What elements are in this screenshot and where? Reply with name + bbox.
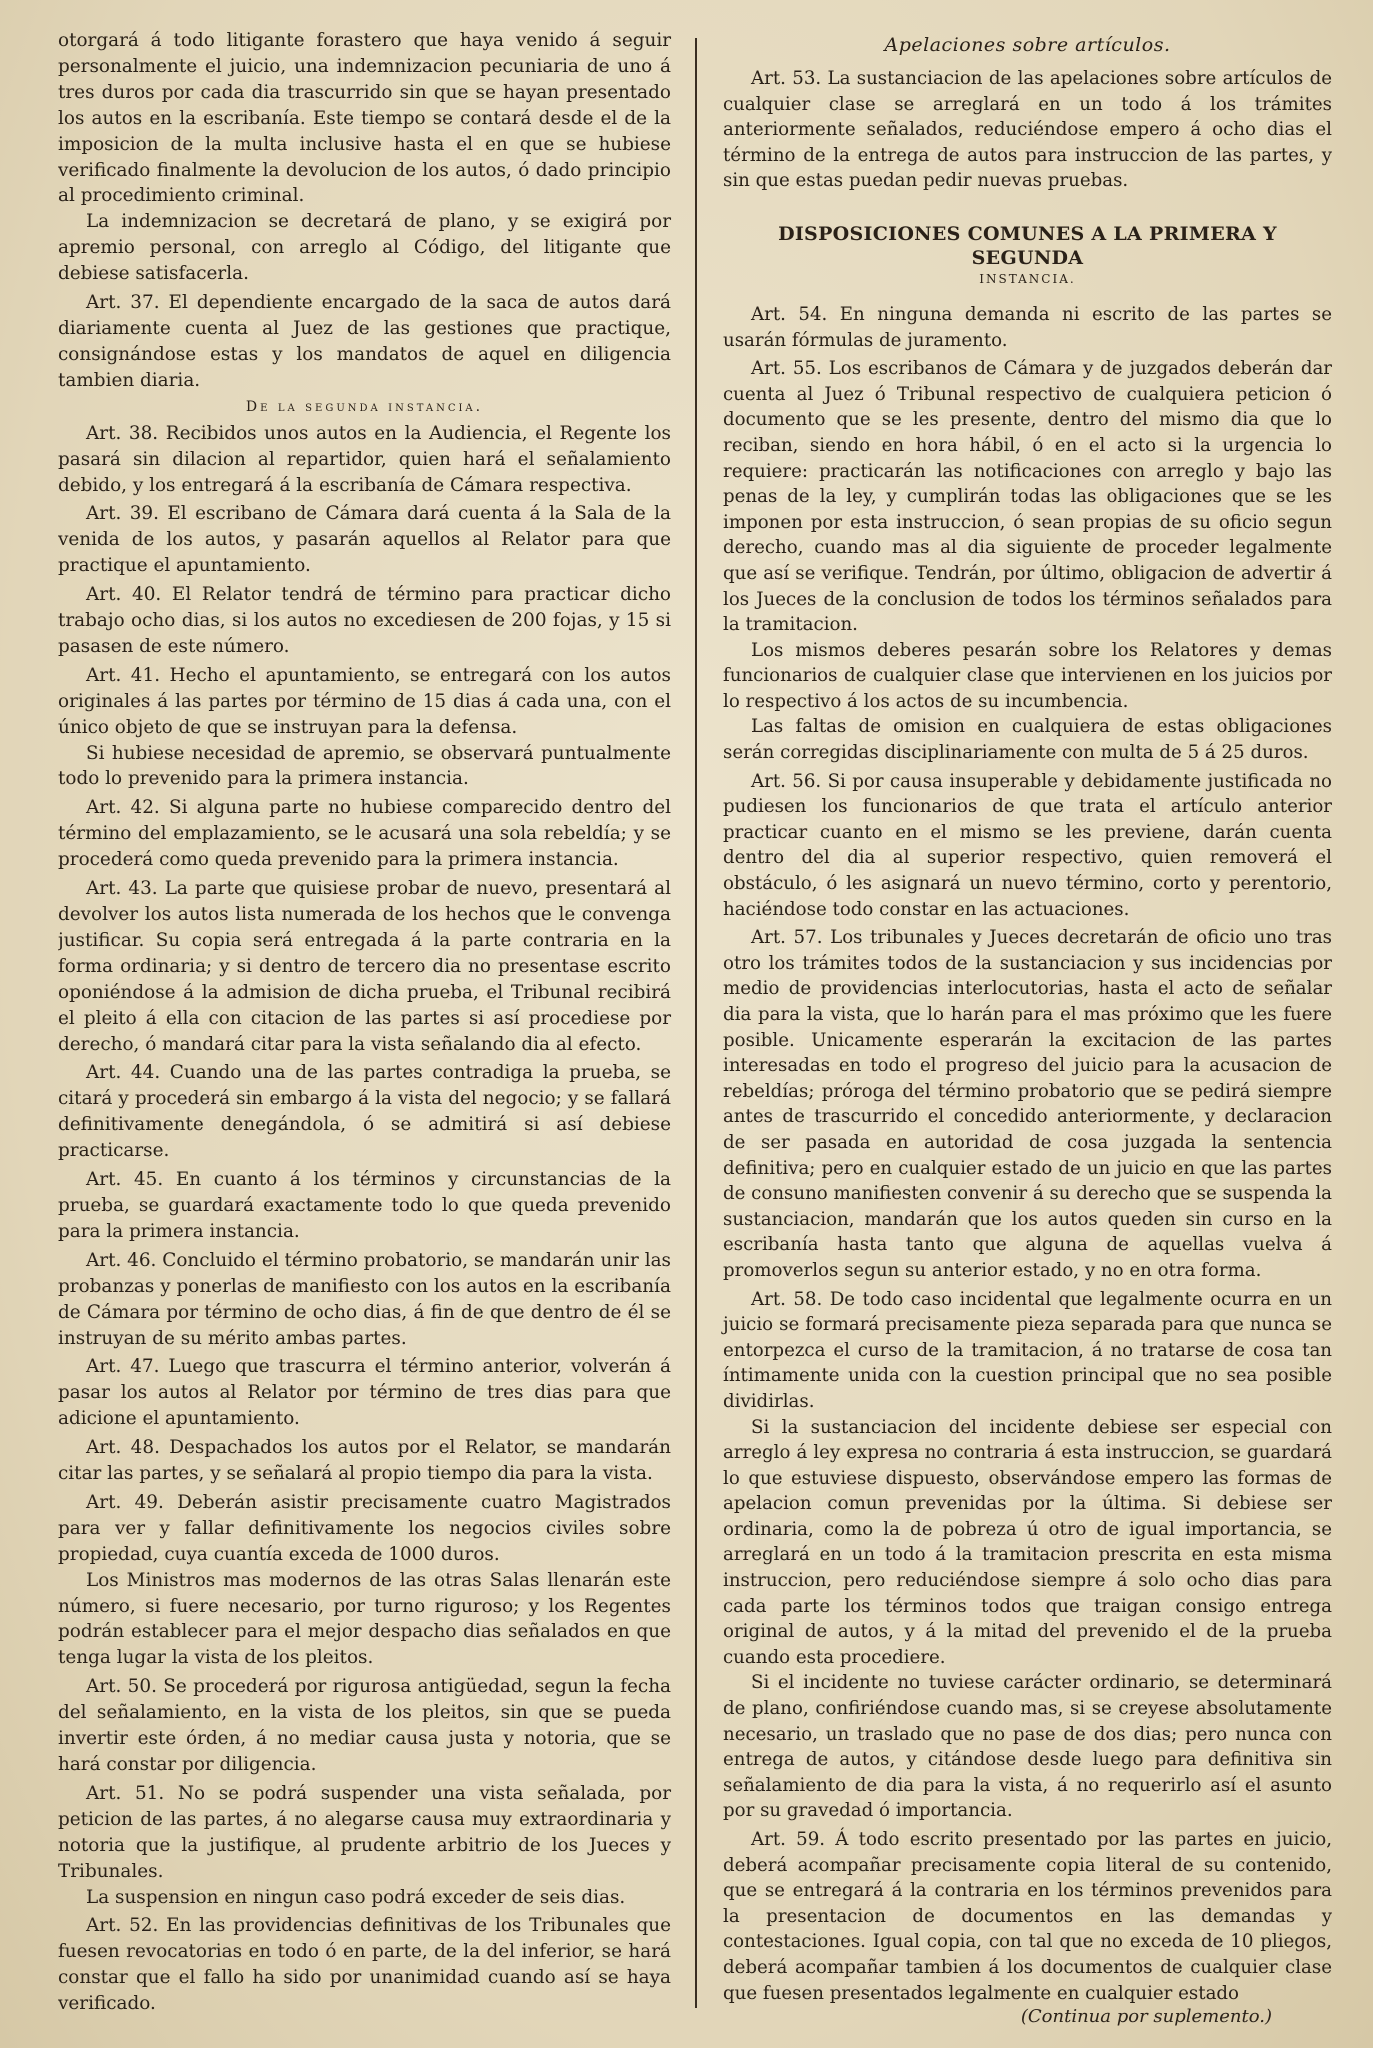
columns [58, 28, 1337, 2028]
article-52: Art. 52. En las providencias definitivas de los Tribunales que fuesen revocatorias en todo ó en parte, de la del inferior, se hará constar que el fallo ha sido por unanimidad cuando así se haya verificado. [58, 1915, 671, 2015]
right-column [707, 28, 1332, 2028]
article-37: Art. 37. El dependiente encargado de la saca de autos dará diariamente cuenta al Juez de las gestiones que practique, consignándose estas y los mandatos de aquel en diligencia tambien diaria. [58, 292, 671, 391]
left-paragraph-1: otorgará á todo litigante forastero que haya venido á seguir personalmente el juicio, una indemnizacion pecuniaria de uno á tres duros por cada dia trascurrido sin que se hayan presentado los autos en la escribanía. Este tiempo se contará desde el de la imposicion de la multa inclusive hasta el en que se hubiese verificado finalmente la devolucion de los autos, ó dado principio al procedimiento criminal. [58, 30, 671, 207]
article-46: Art. 46. Concluido el término probatorio, se mandarán unir las probanzas y ponerlas de manifiesto con los autos en la escribanía de Cámara por término de ocho dias, á fin de que dentro de él se instruyan de su mérito ambas partes. [58, 1249, 671, 1349]
article-56: Art. 56. Si por causa insuperable y debidamente justificada no pudiesen los funcionarios de que trata el artículo anterior practicar cuanto en el mismo se les previene, darán cuenta dentro del dia al superior respectivo, quien removerá el obstáculo, ó les asignará un nuevo término, corto y perentorio, haciéndose todo constar en las actuaciones. [723, 770, 1332, 920]
article-53: Art. 53. La sustanciacion de las apelaciones sobre artículos de cualquier clase se arreglará en un todo á los trámites anteriormente señalados, reduciéndose empero á ocho dias el término de la entrega de autos para instruccion de las partes, y sin que estas puedan pedir nuevas pruebas. [723, 68, 1332, 192]
article-50: Art. 50. Se procederá por rigurosa antigüedad, segun la fecha del señalamiento, en la vista de los pleitos, sin que se pueda invertir este órden, á no mediar causa justa y notoria, que se hará constar por diligencia. [58, 1676, 671, 1775]
article-49: Art. 49. Deberán asistir precisamente cuatro Magistrados para ver y fallar definitivamente los negocios civiles sobre propiedad, cuya cuantía exceda de 1000 duros. [58, 1491, 671, 1565]
article-51: Art. 51. No se podrá suspender una vista señalada, por peticion de las partes, á no alegarse causa muy extraordinaria y notoria que la justifique, al prudente arbitrio de los Jueces y Tribunales. [58, 1782, 671, 1882]
article-43: Art. 43. La parte que quisiese probar de nuevo, presentará al devolver los autos lista numerada de los hechos que le convenga justificar. Su copia será entregada á la parte contraria en la forma ordinaria; y si dentro de tercero dia no presentase escrito oponiéndose á la admision de dicha prueba, el Tribunal recibirá el pleito á ella con citacion de las partes si así procediese por derecho, ó mandará citar para la vista señalando dia al efecto. [58, 878, 671, 1055]
left-paragraph-2: La indemnizacion se decretará de plano, y se exigirá por apremio personal, con arreglo al Código, del litigante que debiese satisfacerla. [58, 211, 671, 285]
right-paragraph-incidente-ordinario: Si el incidente no tuviese carácter ordinario, se determinará de plano, confiriéndose cuando mas, si se creyese absolutamente necesario, un traslado que no pase de dos dias; pero nunca con entrega de autos, y citándose desde luego para definitiva sin señalamiento de dia para la vista, á no requerirlo así el asunto por su gravedad ó importancia. [723, 1672, 1332, 1822]
section-heading-segunda-instancia: De la segunda instancia. [245, 398, 484, 415]
article-41: Art. 41. Hecho el apuntamiento, se entregará con los autos originales á las partes por término de 15 dias á cada una, con el único objeto de que se instruyan para la defensa. [58, 664, 671, 738]
article-39: Art. 39. El escribano de Cámara dará cuenta á la Sala de la venida de los autos, y pasarán aquellos al Relator para que practique el apuntamiento. [58, 503, 671, 577]
right-paragraph-faltas: Las faltas de omision en cualquiera de estas obligaciones serán corregidas disciplinariamente con multa de 5 á 25 duros. [723, 716, 1332, 764]
article-57: Art. 57. Los tribunales y Jueces decretarán de oficio uno tras otro los trámites todos de la sustanciacion y sus incidencias por medio de providencias interlocutorias, hasta el acto de señalar dia para la vista, que lo harán para el mas próximo que les fuere posible. Unicamente esperarán la excitacion de las partes interesadas en todo el progreso del juicio para la acusacion de rebeldías; próroga del término probatorio que se pedirá siempre antes de trascurrido el concedido anteriormente, y declaracion de ser pasada en autoridad de cosa juzgada la sentencia definitiva; pero en cualquier estado de un juicio en que las partes de consuno manifiesten convenir á su derecho que se suspenda la sustanciacion, mandarán que los autos queden sin curso en la escribanía hasta tanto que alguna de aquellas vuelva á promoverlos segun su anterior estado, y no en otra forma. [723, 927, 1332, 1281]
continuation-note: (Continua por suplemento.) [1020, 2006, 1272, 2028]
running-head: Apelaciones sobre artículos. [884, 34, 1171, 56]
left-column [58, 28, 683, 2028]
article-54: Art. 54. En ninguna demanda ni escrito de las partes se usarán fórmulas de juramento. [723, 303, 1332, 351]
article-38: Art. 38. Recibidos unos autos en la Audiencia, el Regente los pasará sin dilacion al repartidor, quien hará el señalamiento debido, y los entregará á la escribanía de Cámara respectiva. [58, 422, 671, 496]
article-47: Art. 47. Luego que trascurra el término anterior, volverán á pasar los autos al Relator por término de tres dias para que adicione el apuntamiento. [58, 1356, 671, 1430]
article-58: Art. 58. De todo caso incidental que legalmente ocurra en un juicio se formará precisamente pieza separada para que nunca se entorpezca el curso de la tramitacion, á no tratarse de cosa tan íntimamente unida con la cuestion principal que no sea posible dividirlas. [723, 1288, 1332, 1412]
article-45: Art. 45. En cuanto á los términos y circunstancias de la prueba, se guardará exactamente todo lo que queda prevenido para la primera instancia. [58, 1169, 671, 1242]
section-subheading-instancia: INSTANCIA. [979, 271, 1076, 286]
column-divider [695, 38, 697, 2008]
section-heading-disposiciones: DISPOSICIONES COMUNES A LA PRIMERA Y SEGUNDA [778, 222, 1277, 269]
article-48: Art. 48. Despachados los autos por el Relator, se mandarán citar las partes, y se señalará al propio tiempo dia para la vista. [58, 1437, 671, 1485]
article-44: Art. 44. Cuando una de las partes contradiga la prueba, se citará y procederá sin embargo á la vista del negocio; y se fallará definitivamente denegándola, ó se admitirá si así debiese practicarse. [58, 1062, 671, 1162]
article-59: Art. 59. Á todo escrito presentado por las partes en juicio, deberá acompañar precisamente copia literal de su contenido, que se entregará á la contraria en los términos prevenidos para la presentacion de documentos en las demandas y contestaciones. Igual copia, con tal que no exceda de 10 pliegos, deberá acompañar tambien á los documentos de cualquier clase que fuesen presentados legalmente en cualquier estado [723, 1829, 1332, 2004]
right-paragraph-incidente-especial: Si la sustanciacion del incidente debiese ser especial con arreglo á ley expresa no contraria á esta instruccion, se guardará lo que estuviese dispuesto, observándose empero las formas de apelacion comun prevenidas por la última. Si debiese ser ordinaria, como la de pobreza ú otro de igual importancia, se arreglará en un todo á la tramitacion prescrita en esta misma instruccion, pero reduciéndose siempre á solo ocho dias para cada parte los términos todos que traigan consigo entrega original de autos, y á la mitad del prevenido el de la prueba cuando esta procediere. [723, 1416, 1332, 1668]
left-paragraph-suspension: La suspension en ningun caso podrá exceder de seis dias. [86, 1886, 626, 1908]
article-40: Art. 40. El Relator tendrá de término para practicar dicho trabajo ocho dias, si los autos no excediesen de 200 fojas, y 15 si pasasen de este número. [58, 584, 671, 657]
left-paragraph-apremio: Si hubiese necesidad de apremio, se observará puntualmente todo lo prevenido para la primera instancia. [58, 742, 671, 790]
right-paragraph-relatores: Los mismos deberes pesarán sobre los Relatores y demas funcionarios de cualquier clase que intervienen en los juicios por lo respectivo á los actos de su incumbencia. [723, 639, 1332, 712]
article-55: Art. 55. Los escribanos de Cámara y de juzgados deberán dar cuenta al Juez ó Tribunal respectivo de cualquiera peticion ó documento que se les presente, dentro del mismo dia que lo reciban, siendo en hora hábil, ó en el acto si la urgencia lo requiere: practicarán las notificaciones con arreglo y bajo las penas de la ley, y cumplirán todas las obligaciones que se les imponen por esta instruccion, ó sean propias de su oficio segun derecho, cuando mas al dia siguiente de proceder legalmente que así se verifique. Tendrán, por último, obligacion de advertir á los Jueces de la conclusion de todos los términos señalados para la tramitacion. [723, 358, 1332, 636]
article-42: Art. 42. Si alguna parte no hubiese comparecido dentro del término del emplazamiento, se le acusará una sola rebeldía; y se procederá como queda prevenido para la primera instancia. [58, 797, 671, 871]
left-paragraph-ministros: Los Ministros mas modernos de las otras Salas llenarán este número, si fuere necesario, por turno riguroso; y los Regentes podrán establecer para el mejor despacho dias señalados en que tenga lugar la vista de los pleitos. [58, 1569, 671, 1669]
